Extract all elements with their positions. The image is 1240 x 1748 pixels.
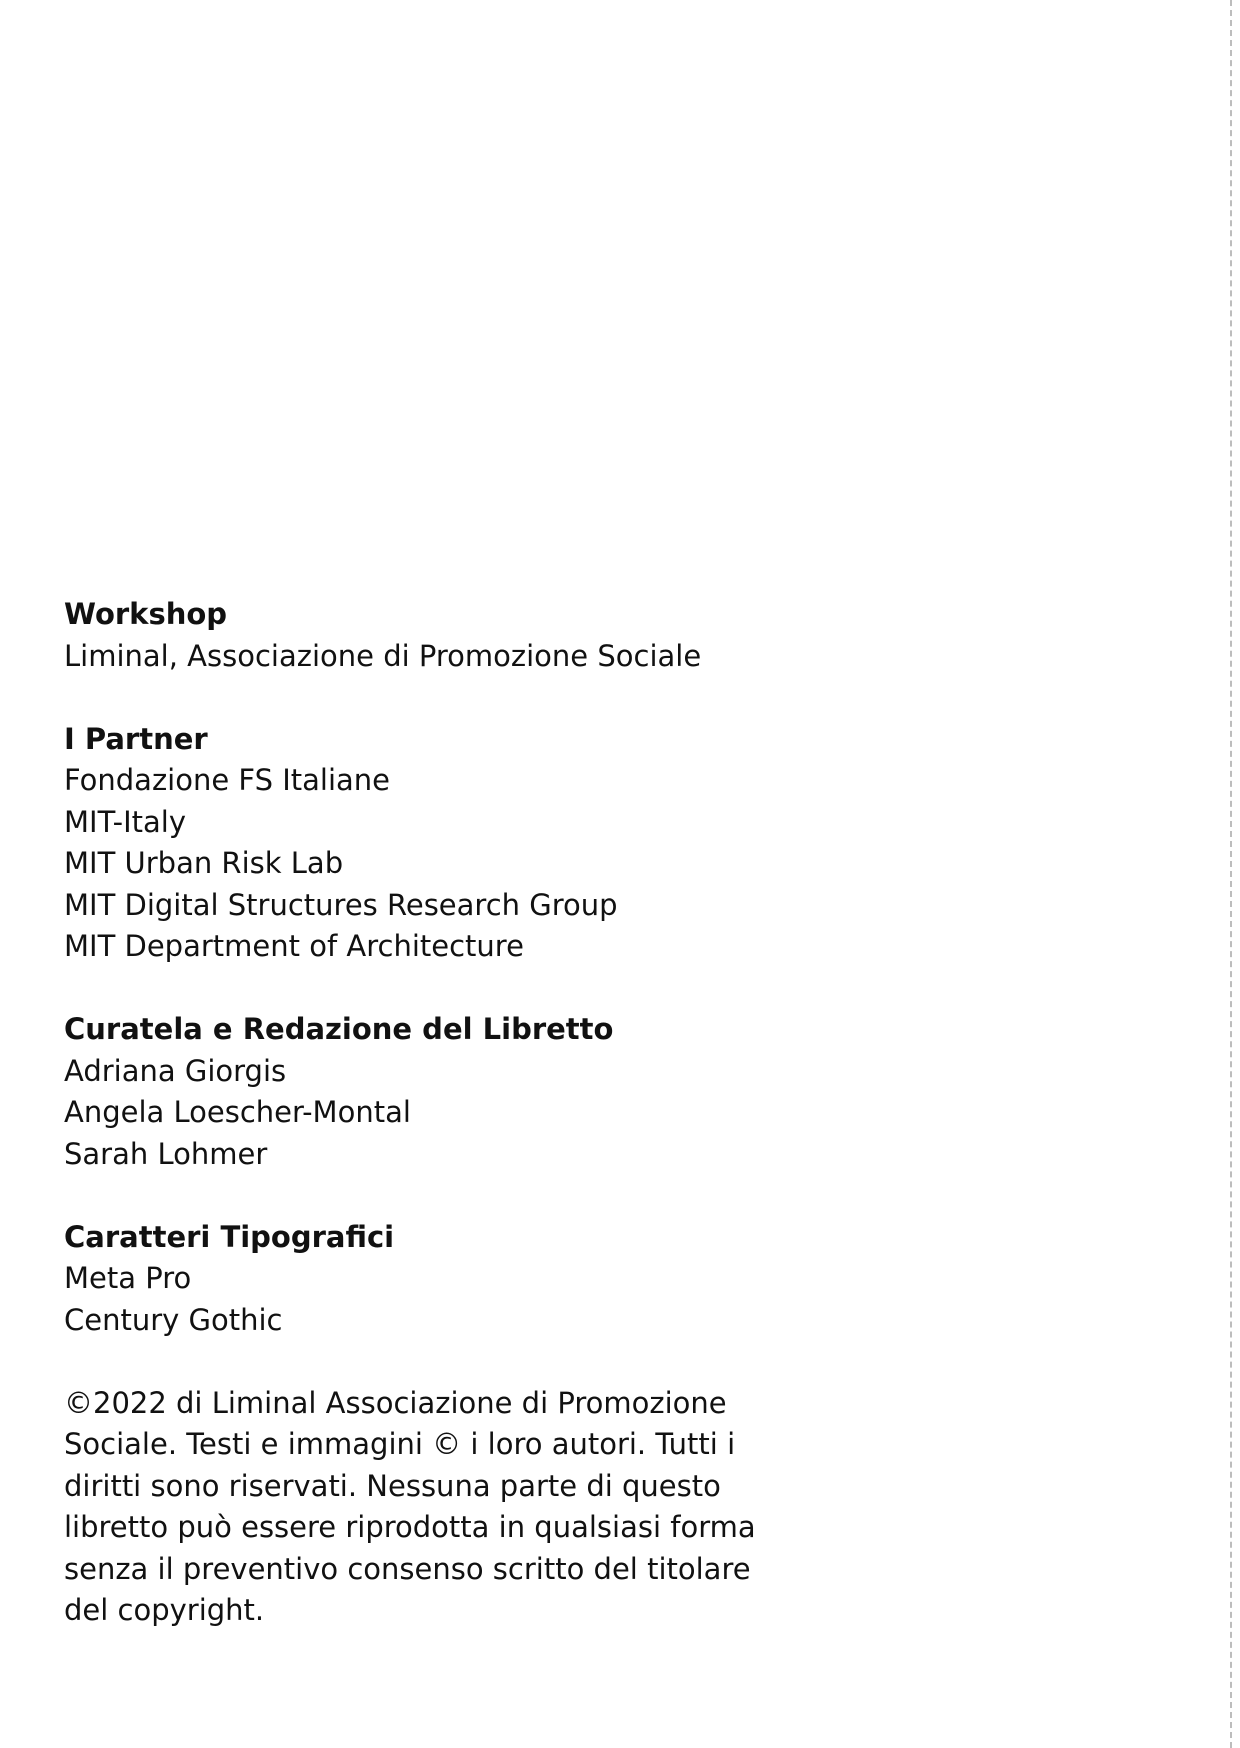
section-partner: [64, 719, 824, 968]
section-caratteri: [64, 1217, 824, 1342]
section-title: Caratteri Tipografici: [64, 1219, 395, 1254]
section-title: I Partner: [64, 721, 208, 756]
section-curatela: [64, 1009, 824, 1175]
section-workshop: [64, 594, 824, 677]
section-line: MIT Department of Architecture: [64, 929, 524, 963]
section-line: MIT Urban Risk Lab: [64, 846, 344, 880]
page-trim-line: [1230, 0, 1232, 1748]
section-line: Meta Pro: [64, 1261, 192, 1295]
section-line: Century Gothic: [64, 1302, 283, 1337]
section-line: Liminal, Associazione di Promozione Sociale: [64, 638, 702, 673]
section-line: MIT-Italy: [64, 804, 187, 839]
section-title: Workshop: [64, 597, 228, 631]
colophon-block: [64, 594, 824, 1632]
section-line: Angela Loescher-Montal: [64, 1095, 411, 1129]
section-line: Fondazione FS Italiane: [64, 763, 391, 797]
copyright-notice: ©2022 di Liminal Associazione di Promozione Sociale. Testi e immagini © i loro autori. Tutti i diritti sono riservati. Nessuna parte di questo libretto può essere riprodotta in qualsiasi forma senza il preventivo consenso scritto del titolare del copyright.: [64, 1385, 756, 1627]
section-line: Sarah Lohmer: [64, 1136, 268, 1171]
section-line: Adriana Giorgis: [64, 1053, 287, 1088]
section-title: Curatela e Redazione del Libretto: [64, 1012, 614, 1046]
section-line: MIT Digital Structures Research Group: [64, 887, 618, 922]
